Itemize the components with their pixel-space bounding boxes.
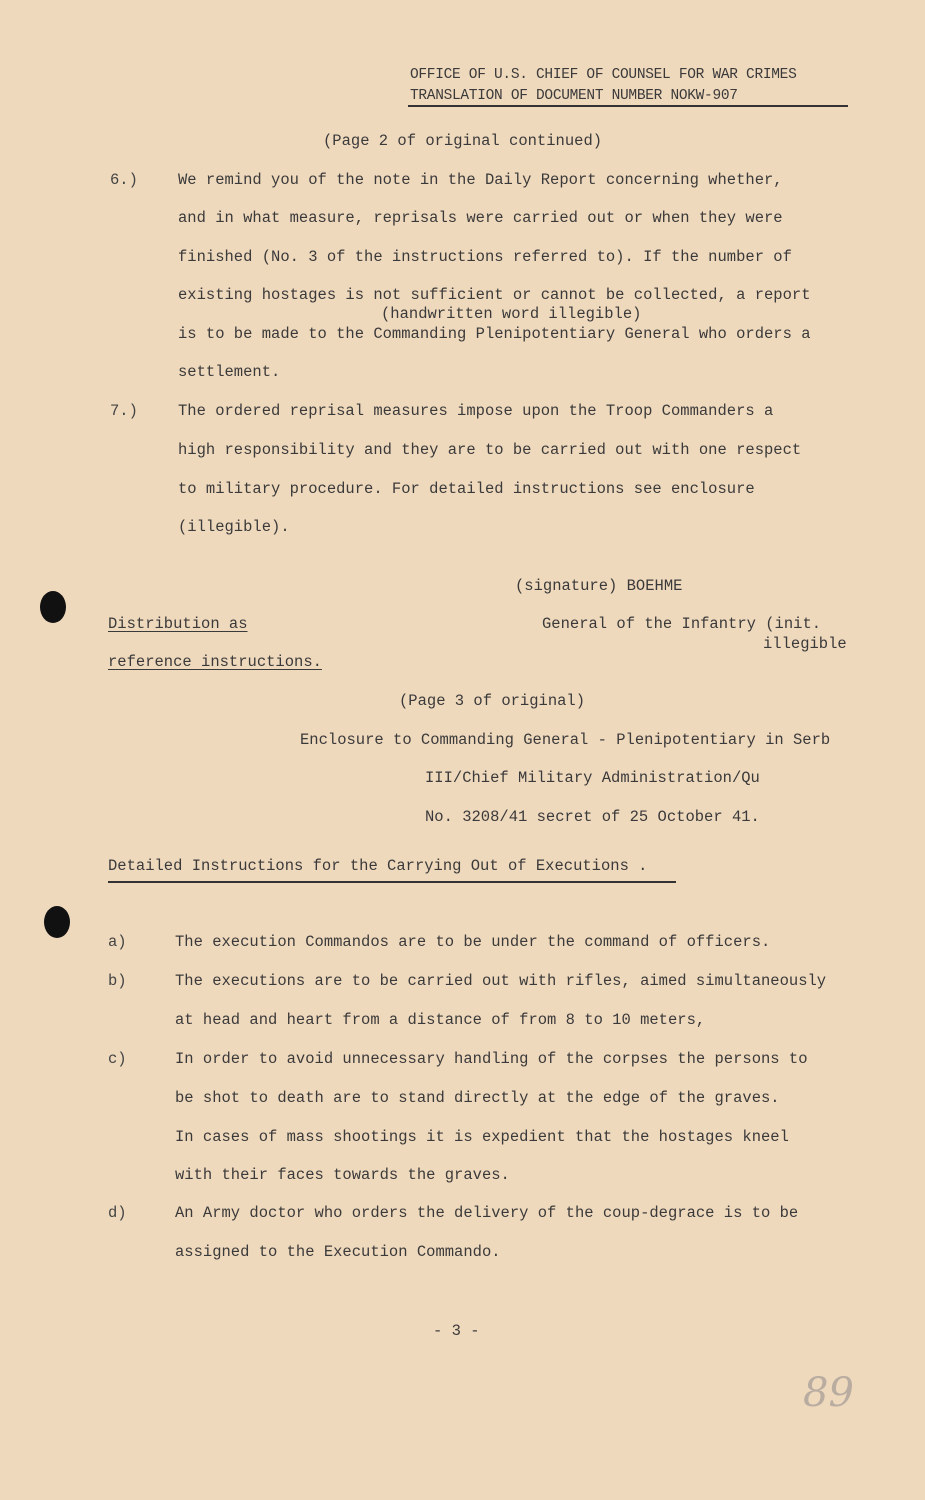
- instructions-title: Detailed Instructions for the Carrying Out of Executions .: [108, 857, 648, 875]
- instruction-line: at head and heart from a distance of from 8 to 10 meters,: [175, 1011, 706, 1029]
- instruction-line: The execution Commandos are to be under the command of officers.: [175, 933, 771, 951]
- stamp-number: 89: [803, 1370, 854, 1416]
- instruction-line: In order to avoid unnecessary handling of the corpses the persons to: [175, 1050, 808, 1068]
- item-line: settlement.: [178, 363, 281, 381]
- item-number: 7.): [110, 402, 138, 420]
- instruction-letter: b): [108, 972, 127, 990]
- instructions-title-rule: [108, 881, 676, 883]
- header-line-2: TRANSLATION OF DOCUMENT NUMBER NOKW-907: [410, 88, 738, 104]
- instruction-line: An Army doctor who orders the delivery of the coup-degrace is to be: [175, 1204, 799, 1222]
- interlinear-note: (handwritten word illegible): [381, 305, 642, 323]
- instruction-letter: d): [108, 1204, 127, 1222]
- page-number: - 3 -: [433, 1322, 480, 1340]
- instruction-letter: a): [108, 933, 127, 951]
- punch-hole-top: [40, 591, 66, 623]
- instruction-line: In cases of mass shootings it is expedient that the hostages kneel: [175, 1128, 789, 1146]
- enclosure-line-2: III/Chief Military Administration/Qu: [425, 769, 760, 787]
- instruction-line: with their faces towards the graves.: [175, 1166, 510, 1184]
- item-line: The ordered reprisal measures impose upon the Troop Commanders a: [178, 402, 774, 420]
- instruction-letter: c): [108, 1050, 127, 1068]
- item-line: (illegible).: [178, 518, 290, 536]
- item-line: high responsibility and they are to be carried out with one respect: [178, 441, 802, 459]
- distribution-line-1: Distribution as: [108, 615, 248, 633]
- page-continued-note: (Page 2 of original continued): [323, 132, 603, 150]
- item-line: We remind you of the note in the Daily Report concerning whether,: [178, 171, 783, 189]
- signature-line: (signature) BOEHME: [515, 577, 683, 595]
- signature-title-2: illegible: [763, 635, 847, 653]
- item-line: existing hostages is not sufficient or cannot be collected, a report: [178, 286, 811, 304]
- distribution-line-2: reference instructions.: [108, 653, 322, 671]
- instruction-line: be shot to death are to stand directly at the edge of the graves.: [175, 1089, 780, 1107]
- punch-hole-bottom: [44, 906, 70, 938]
- instruction-line: assigned to the Execution Commando.: [175, 1243, 501, 1261]
- item-line: finished (No. 3 of the instructions referred to). If the number of: [178, 248, 792, 266]
- instruction-line: The executions are to be carried out with rifles, aimed simultaneously: [175, 972, 827, 990]
- signature-title: General of the Infantry (init.: [542, 615, 822, 633]
- item-line: to military procedure. For detailed instructions see enclosure: [178, 480, 755, 498]
- item-line: is to be made to the Commanding Plenipotentiary General who orders a: [178, 325, 811, 343]
- item-number: 6.): [110, 171, 138, 189]
- header-line-1: OFFICE OF U.S. CHIEF OF COUNSEL FOR WAR CRIMES: [410, 67, 797, 83]
- page-3-note: (Page 3 of original): [399, 692, 586, 710]
- enclosure-line-1: Enclosure to Commanding General - Plenipotentiary in Serb: [300, 731, 831, 749]
- item-line: and in what measure, reprisals were carried out or when they were: [178, 209, 783, 227]
- header-rule: [408, 105, 848, 107]
- enclosure-line-3: No. 3208/41 secret of 25 October 41.: [425, 808, 760, 826]
